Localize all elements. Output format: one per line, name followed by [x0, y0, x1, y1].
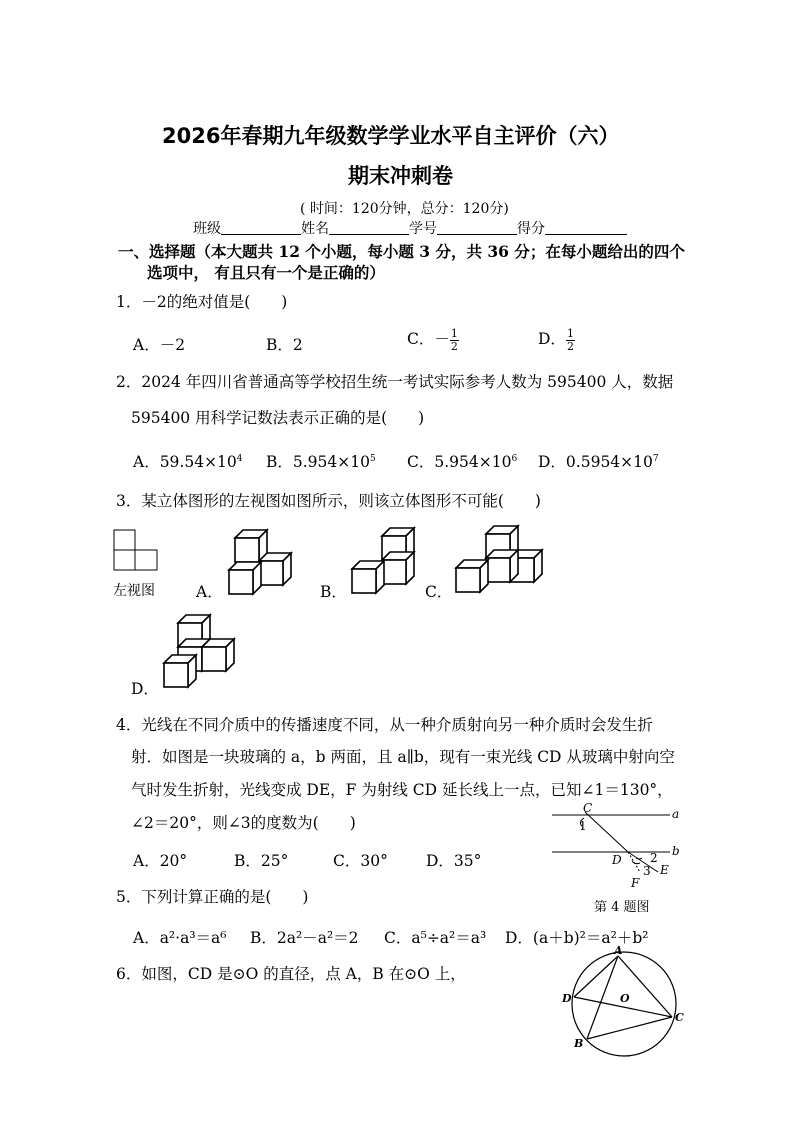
q2-option-b[interactable]: B．$5.954\times 10^5$	[266, 453, 376, 471]
q1-fraction-d: $\frac{1}{2}$	[566, 326, 574, 353]
chord-bc	[587, 1017, 672, 1039]
q6-label-d: D	[562, 992, 572, 1005]
q1-stem: 1．－2的绝对值是( )	[116, 293, 288, 311]
q6-stem: 6．如图，CD 是⊙O 的直径，点 A，B 在⊙O 上，	[116, 965, 466, 983]
q3-stem: 3．某立体图形的左视图如图所示，则该立体图形不可能( )	[116, 492, 541, 510]
q2-stem-line2: 595400 用科学记数法表示正确的是( )	[131, 409, 425, 427]
q5-option-d[interactable]: D．(a＋b)²＝a²＋b²	[505, 929, 649, 947]
q5-option-c[interactable]: C．a⁵÷a²＝a³	[384, 929, 487, 947]
q4-label-e: E	[660, 863, 669, 877]
q1-option-d-label: D．	[538, 330, 566, 348]
q3-option-a[interactable]: A．	[196, 583, 223, 601]
q1-option-a[interactable]: A．－2	[133, 336, 186, 354]
section-number: 一、	[118, 242, 150, 261]
q6-label-a: A	[614, 944, 623, 957]
q4-label-d: D	[612, 853, 622, 867]
q4-stem-line1: 4．光线在不同介质中的传播速度不同，从一种介质射向另一种介质时会发生折	[116, 716, 653, 734]
section-heading-text: 选择题（本大题共 12 个小题，每小题 3 分，共 36 分；在每小题给出的四个	[149, 242, 685, 261]
q4-label-c: C	[583, 801, 593, 815]
page-subtitle: 期末冲刺卷	[348, 164, 453, 188]
q4-stem-line2: 射．如图是一块玻璃的 a，b 两面，且 a∥b，现有一束光线 CD 从玻璃中射向空	[131, 748, 675, 766]
time-note: ( 时间：120分钟，总分：120分)	[300, 201, 509, 217]
q4-label-a: a	[672, 807, 680, 821]
q4-label-f: F	[631, 876, 640, 890]
q2-option-d[interactable]: D．$0.5954\times 10^7$	[538, 453, 659, 471]
q2-option-a[interactable]: A．$59.54\times 10^4$	[133, 453, 243, 471]
q1-option-c-label: C．－	[407, 330, 450, 348]
page-title: 2026年春期九年级数学学业水平自主评价（六）	[162, 124, 620, 148]
q5-option-a[interactable]: A．a²·a³＝a⁶	[133, 929, 227, 947]
q4-option-a[interactable]: A．20°	[133, 852, 188, 870]
class-label: 班级	[193, 221, 221, 237]
name-label: 姓名	[301, 221, 329, 237]
q4-figure-caption: 第 4 题图	[594, 900, 650, 915]
q4-option-d[interactable]: D．35°	[426, 852, 482, 870]
q4-stem-line4: ∠2＝20°，则∠3的度数为( )	[131, 814, 356, 832]
chord-ab	[587, 956, 618, 1039]
q3-option-d[interactable]: D．	[131, 680, 159, 698]
q2-option-c[interactable]: C．$5.954\times 10^6$	[407, 453, 518, 471]
q3-option-b[interactable]: B．	[320, 583, 347, 601]
q1-fraction-c: $\frac{1}{2}$	[450, 326, 458, 353]
q5-option-b[interactable]: B．2a²－a²＝2	[250, 929, 359, 947]
section-heading-line2: 选项中， 有且只有一个是正确的）	[147, 263, 385, 282]
score-label: 得分	[517, 221, 545, 237]
chord-da	[574, 956, 618, 997]
q6-label-c: C	[675, 1011, 684, 1024]
q3-option-c[interactable]: C．	[425, 583, 453, 601]
q4-option-c[interactable]: C．30°	[333, 852, 388, 870]
q3-left-view-label: 左视图	[113, 583, 155, 599]
q2-stem-line1: 2．2024 年四川省普通高等学校招生统一考试实际参考人数为 595400 人，数据	[116, 373, 674, 391]
q6-label-o: O	[620, 992, 630, 1005]
q1-option-b[interactable]: B．2	[266, 336, 303, 354]
q4-label-b: b	[672, 844, 680, 858]
q4-label-1: 1	[579, 819, 587, 833]
q6-label-b: B	[574, 1037, 584, 1050]
q4-label-3: 3	[643, 864, 651, 878]
q4-stem-line3: 气时发生折射，光线变成 DE，F 为射线 CD 延长线上一点，已知∠1＝130°，	[131, 781, 673, 799]
q4-label-2: 2	[650, 851, 658, 865]
q4-option-b[interactable]: B．25°	[234, 852, 289, 870]
q5-stem: 5．下列计算正确的是( )	[116, 888, 309, 906]
student-id-label: 学号	[409, 221, 437, 237]
